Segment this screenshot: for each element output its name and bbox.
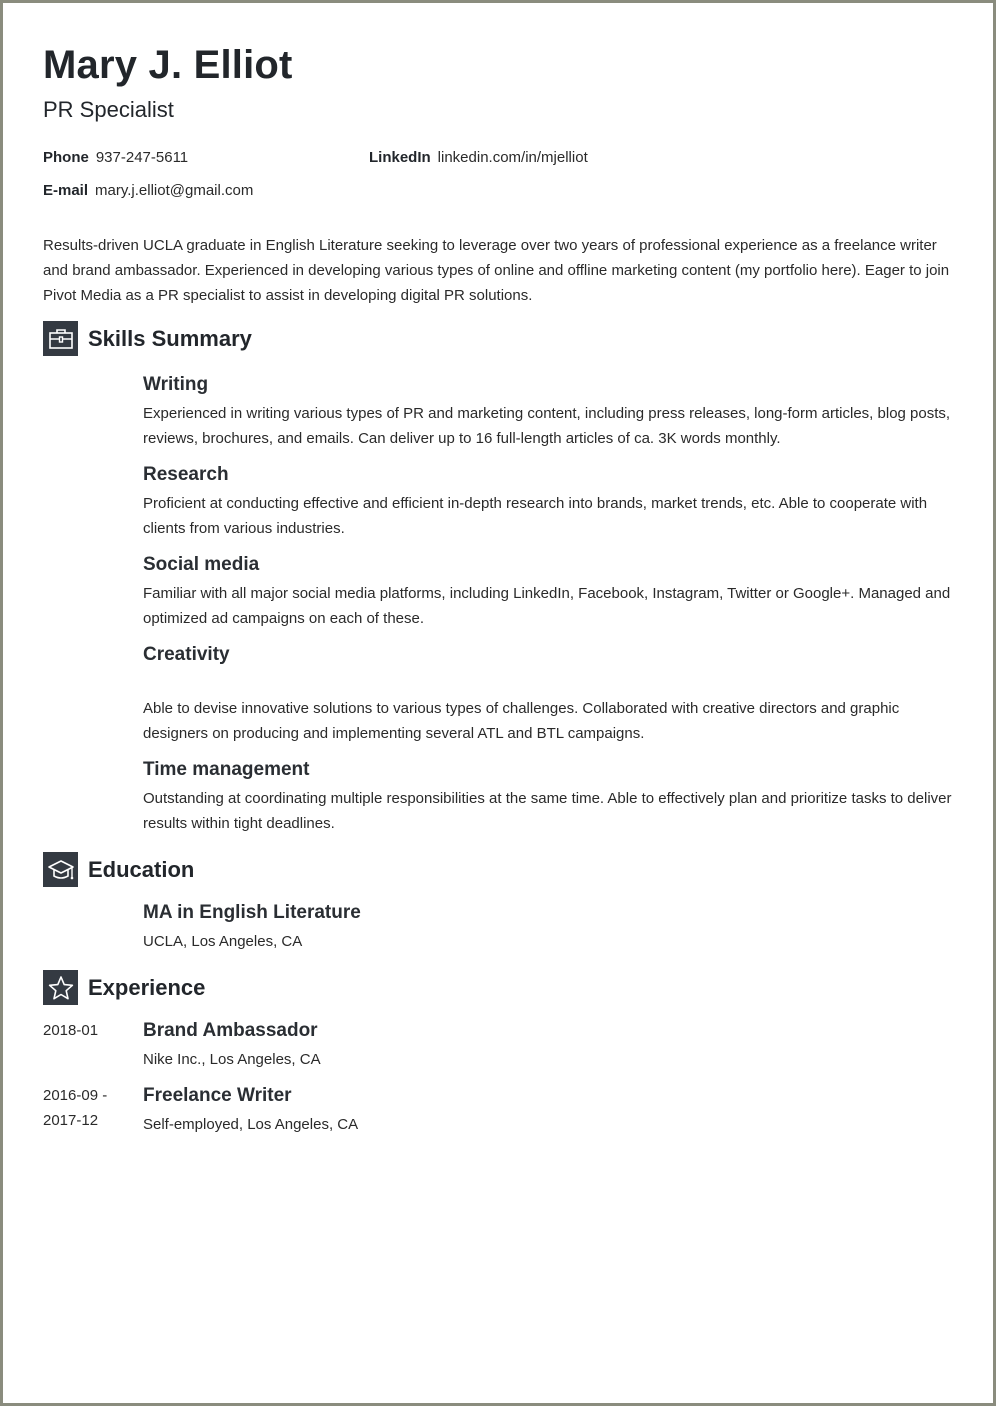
skill-description: Able to devise innovative solutions to various types of challenges. Collaborated with creative directors and graphic designers on producing and implementing several ATL and BTL campaigns. xyxy=(143,700,900,742)
education-section-title: Education xyxy=(88,856,195,882)
job-title: PR Specialist xyxy=(43,97,174,122)
job-date-end: 2017-12 xyxy=(43,1112,99,1129)
experience-section-header xyxy=(43,970,205,1005)
contact-linkedin xyxy=(369,149,588,166)
skill-description: Experienced in writing various types of PR and marketing content, including press releases, long-form articles, blog posts, reviews, brochures, and emails. Can deliver up to 16 full-length articles of ca. 3K words monthly. xyxy=(143,405,951,447)
skill-title: Creativity xyxy=(143,644,230,665)
skill-description: Familiar with all major social media platforms, including LinkedIn, Facebook, Instagram, Twitter or Google+. Managed and optimized ad campaigns on each of these. xyxy=(143,585,951,627)
job-position: Brand Ambassador xyxy=(143,1020,318,1041)
education-section-header xyxy=(43,852,194,887)
experience-section-title: Experience xyxy=(88,974,206,1000)
skill-title: Writing xyxy=(143,374,209,395)
job-date xyxy=(43,1018,133,1043)
linkedin-value[interactable]: linkedin.com/in/mjelliot xyxy=(437,149,588,166)
job-company: Self-employed, Los Angeles, CA xyxy=(143,1116,359,1133)
skill-description: Outstanding at coordinating multiple responsibilities at the same time. Able to effectively plan and prioritize tasks to deliver results within tight deadlines. xyxy=(143,790,952,832)
skill-description: Proficient at conducting effective and efficient in-depth research into brands, market trends, etc. Able to cooperate with clients from various industries. xyxy=(143,495,928,537)
job-company: Nike Inc., Los Angeles, CA xyxy=(143,1051,321,1068)
star-icon xyxy=(43,970,78,1005)
skills-section-header xyxy=(43,321,252,356)
job-date xyxy=(43,1083,133,1133)
profile-summary: Results-driven UCLA graduate in English Literature seeking to leverage over two years of professional experience as a freelance writer and brand ambassador. Experienced in developing various types of online and offline marketing content (my portfolio here). Eager to join Pivot Media as a PR specialist to assist in developing digital PR solutions. xyxy=(43,237,950,304)
phone-value: 937-247-5611 xyxy=(95,149,189,166)
job-position: Freelance Writer xyxy=(143,1085,292,1106)
briefcase-icon xyxy=(43,321,78,356)
skill-title: Research xyxy=(143,464,229,485)
linkedin-label: LinkedIn xyxy=(369,149,431,166)
contact-email xyxy=(43,182,253,199)
skills-section-title: Skills Summary xyxy=(88,325,252,351)
candidate-name: Mary J. Elliot xyxy=(43,43,293,87)
resume-page xyxy=(3,3,993,1403)
skill-title: Social media xyxy=(143,554,260,575)
graduation-cap-icon xyxy=(43,852,78,887)
job-date-start: 2016-09 - xyxy=(43,1087,108,1104)
skill-title: Time management xyxy=(143,759,310,780)
contact-phone xyxy=(43,149,188,166)
job-date-start: 2018-01 xyxy=(43,1022,99,1039)
school-name: UCLA, Los Angeles, CA xyxy=(143,933,303,950)
phone-label: Phone xyxy=(43,149,89,166)
degree-title: MA in English Literature xyxy=(143,902,361,923)
email-label: E-mail xyxy=(43,182,89,199)
email-value[interactable]: mary.j.elliot@gmail.com xyxy=(95,182,254,199)
